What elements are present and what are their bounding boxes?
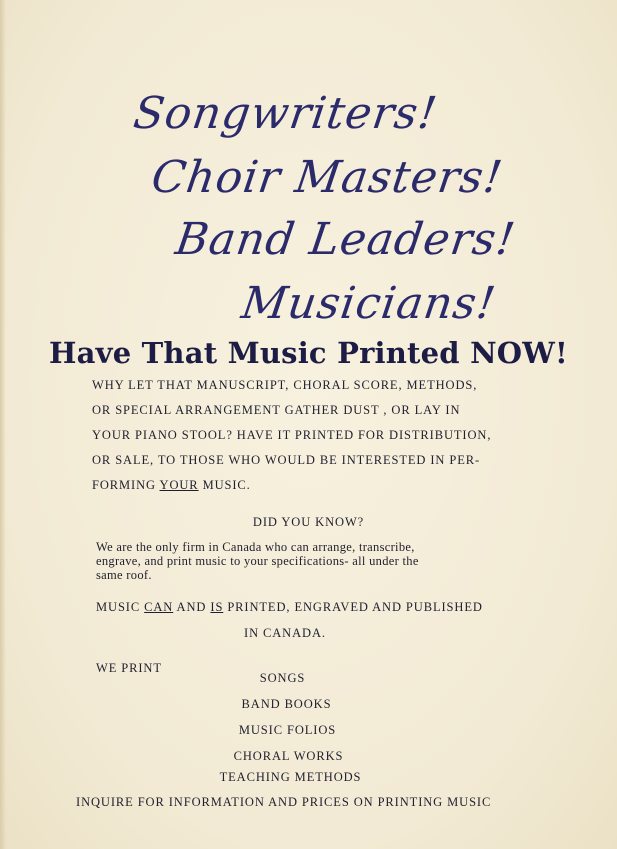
- footer-inquire: INQUIRE FOR INFORMATION AND PRICES ON PRINTING MUSIC: [76, 795, 492, 809]
- statement-can-emphasis: CAN: [144, 600, 174, 614]
- intro-your-emphasis: YOUR: [159, 478, 199, 492]
- script-line-songwriters: Songwriters!: [130, 88, 441, 139]
- headline: Have That Music Printed NOW!: [49, 336, 568, 370]
- we-print-label: WE PRINT: [96, 661, 162, 675]
- intro-line-5: [92, 478, 251, 493]
- page-edge-shadow: [0, 0, 6, 849]
- intro-line-3: YOUR PIANO STOOL? HAVE IT PRINTED FOR DISTRIBUTION,: [92, 428, 492, 442]
- statement-line-2: IN CANADA.: [244, 626, 326, 640]
- print-item-songs: SONGS: [259, 671, 306, 685]
- intro-line-2: OR SPECIAL ARRANGEMENT GATHER DUST , OR LAY IN: [92, 403, 461, 417]
- did-you-know-heading: DID YOU KNOW?: [252, 515, 365, 529]
- print-item-choral-works: CHORAL WORKS: [233, 749, 344, 763]
- intro-line-5-start: FORMING: [92, 478, 160, 492]
- script-line-band-leaders: Band Leaders!: [172, 214, 519, 265]
- intro-line-4: OR SALE, TO THOSE WHO WOULD BE INTERESTED IN PER-: [92, 453, 481, 467]
- script-line-musicians: Musicians!: [238, 278, 500, 329]
- print-item-teaching-methods: TEACHING METHODS: [219, 770, 362, 784]
- statement-start: MUSIC: [96, 600, 145, 614]
- intro-line-5-end: MUSIC.: [198, 478, 251, 492]
- statement-line-1: [96, 600, 483, 615]
- script-line-choir-masters: Choir Masters!: [148, 152, 507, 203]
- only-firm-line-2: engrave, and print music to your specifications- all under the: [96, 554, 419, 568]
- print-item-music-folios: MUSIC FOLIOS: [238, 723, 337, 737]
- only-firm-line-3: same roof.: [96, 568, 152, 582]
- statement-and: AND: [173, 600, 211, 614]
- intro-line-1: WHY LET THAT MANUSCRIPT, CHORAL SCORE, METHODS,: [92, 378, 478, 392]
- statement-is-emphasis: IS: [210, 600, 224, 614]
- print-item-band-books: BAND BOOKS: [241, 697, 332, 711]
- only-firm-line-1: We are the only firm in Canada who can arrange, transcribe,: [96, 540, 415, 554]
- statement-end: PRINTED, ENGRAVED AND PUBLISHED: [223, 600, 483, 614]
